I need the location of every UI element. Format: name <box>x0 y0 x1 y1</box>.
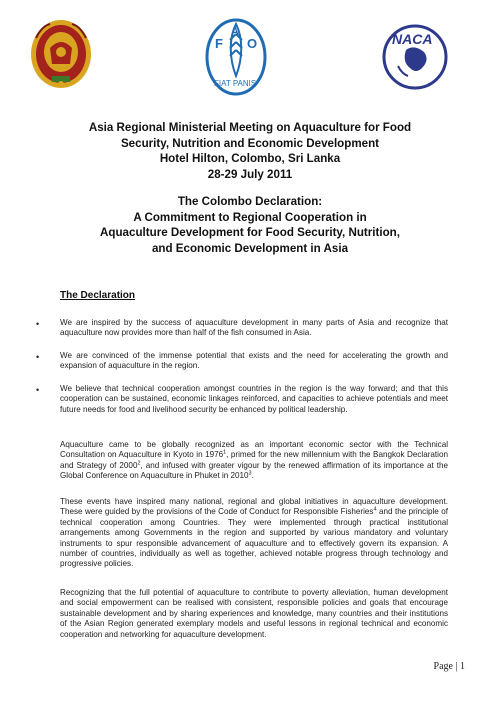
fao-letter-a: A <box>231 26 239 38</box>
bullet-item-2: We are convinced of the immense potential that exists and the need for accelerating the growth and expansion of aquaculture in the region. <box>60 351 448 371</box>
page-number: Page | 1 <box>433 661 465 672</box>
footnote-ref-4[interactable]: 4 <box>373 506 377 513</box>
fao-motto: FIAT PANIS <box>214 79 257 88</box>
footnote-ref-2[interactable]: 2 <box>137 460 141 467</box>
meeting-venue: Hotel Hilton, Colombo, Sri Lanka <box>159 152 341 165</box>
naca-wordmark: NACA <box>392 31 433 47</box>
declaration-title <box>40 194 460 256</box>
meeting-title-line-1: Asia Regional Ministerial Meeting on Aquaculture for Food <box>88 121 412 134</box>
naca-logo <box>380 22 450 92</box>
declaration-title-line-2: A Commitment to Regional Cooperation in <box>133 210 367 224</box>
declaration-title-line-1: The Colombo Declaration: <box>177 195 323 208</box>
bullet-icon: • <box>36 385 40 395</box>
meeting-header <box>40 120 460 182</box>
bullet-icon: • <box>36 352 40 362</box>
footnote-ref-1[interactable]: 1 <box>223 449 227 456</box>
declaration-title-line-4: and Economic Development in Asia <box>151 241 349 255</box>
meeting-title-line-2: Security, Nutrition and Economic Development <box>120 136 380 150</box>
paragraph-history-part-c: , and infused with greater vigour by the renewed affirmation of its importance at the Global Conference on Aquaculture in Phuket in 2010 <box>60 460 448 481</box>
paragraph-recognition: Recognizing that the full potential of aquaculture to contribute to poverty alleviation, human development and social empowerment can be realised with consistent, responsible policies and goals that encourage sustainable development and by sharing experiences and knowledge, many countries and their institutions of the Asian Region generated exemplary models and useful lessons in regional technical and economic cooperation and networking for aquaculture development. <box>60 588 448 639</box>
declaration-title-line-3: Aquaculture Development for Food Security, Nutrition, <box>100 226 400 239</box>
footnote-ref-3[interactable]: 3 <box>248 470 252 477</box>
meeting-date: 28-29 July 2011 <box>207 167 293 181</box>
fao-letter-o: O <box>247 36 258 51</box>
paragraph-initiatives-part-b: and the principle of technical cooperation among Countries. They were implemented through practical institutional arrangements among Governments in the region and supported by various mandatory and voluntary instruments to spur responsible advancement of aquaculture and to effectively govern its expansion. A number of countries, individually as well as together, achieved notable progress through technology and progressive policies. <box>60 507 448 569</box>
section-heading: The Declaration <box>60 290 136 301</box>
bullet-icon: • <box>36 319 40 329</box>
paragraph-history-part-d: . <box>251 471 254 481</box>
bullet-item-1: We are inspired by the success of aquaculture development in many parts of Asia and recognize that aquaculture now provides more than half of the fish consumed in Asia. <box>60 318 448 338</box>
paragraph-history <box>60 440 448 482</box>
fao-letter-f: F <box>215 36 223 51</box>
paragraph-history-part-b: , primed for the new millennium with the Bangkok Declaration and Strategy of 2000 <box>60 450 448 470</box>
paragraph-initiatives-part-a: These events have inspired many national, regional and global initiatives in aquaculture development. These were guided by the provisions of the Code of Conduct for Responsible Fisheries <box>60 497 448 517</box>
srilanka-emblem-logo <box>28 18 94 90</box>
paragraph-initiatives <box>60 497 448 570</box>
paragraph-history-part-a: Aquaculture came to be globally recognized as an important economic sector with the Technical Consultation on Aquaculture in Kyoto in 1976 <box>60 440 448 460</box>
bullet-item-3: We believe that technical cooperation amongst countries in the region is the way forward; and that this cooperation can be sustained, economic linkages reinforced, and capacities to achieve potentials and meet future needs for food and livelihood security be enhanced by political leadership. <box>60 384 448 414</box>
fao-logo <box>205 18 267 96</box>
